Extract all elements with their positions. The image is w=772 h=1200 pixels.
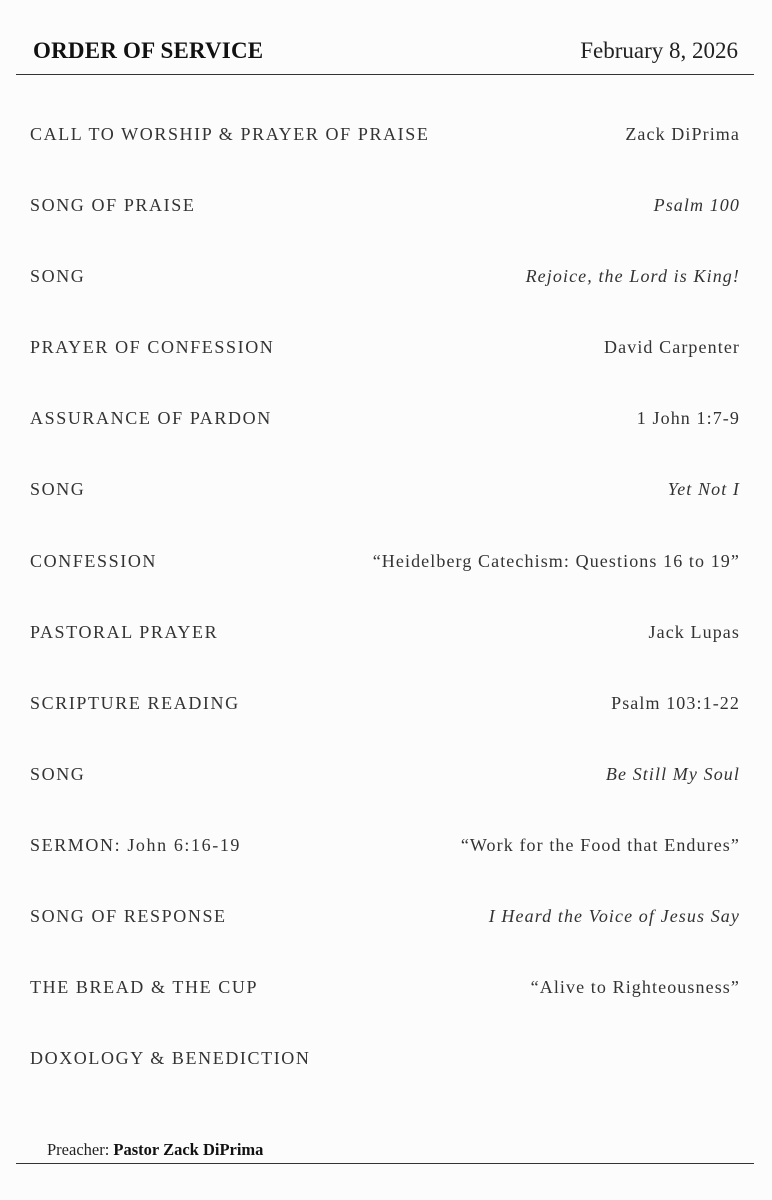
- service-item: [30, 404, 742, 475]
- service-item-label: PRAYER OF CONFESSION: [30, 337, 275, 358]
- service-item-label: SONG OF PRAISE: [30, 195, 196, 216]
- service-item-value: “Alive to Righteousness”: [530, 977, 740, 998]
- service-item: [30, 902, 742, 973]
- service-item: [30, 475, 742, 546]
- service-item-value: Be Still My Soul: [605, 763, 740, 784]
- service-item-value: Rejoice, the Lord is King!: [525, 266, 740, 287]
- service-item: [30, 120, 742, 191]
- service-item: [30, 262, 742, 333]
- service-item: [30, 547, 742, 618]
- service-item-label: DOXOLOGY & BENEDICTION: [30, 1048, 311, 1069]
- service-item-label: ASSURANCE OF PARDON: [30, 408, 272, 429]
- service-item-value: Yet Not I: [667, 479, 740, 500]
- service-item: [30, 333, 742, 404]
- service-item-value: Zack DiPrima: [625, 124, 740, 144]
- service-item-value: Psalm 100: [653, 195, 740, 216]
- service-item: [30, 1044, 742, 1115]
- service-item-label: THE BREAD & THE CUP: [30, 977, 259, 998]
- service-item-label: SONG: [30, 763, 86, 784]
- footer: [16, 1132, 754, 1164]
- service-item-value: 1 John 1:7-9: [636, 408, 740, 429]
- service-item-value: I Heard the Voice of Jesus Say: [488, 906, 740, 927]
- service-item-value: Jack Lupas: [648, 621, 740, 642]
- preacher-line: [47, 1140, 263, 1160]
- service-item-label: SONG OF RESPONSE: [30, 906, 227, 927]
- service-item-label: SONG: [30, 266, 86, 287]
- header: [16, 30, 754, 75]
- service-items-list: [30, 120, 742, 1115]
- preacher-label: Preacher:: [47, 1140, 110, 1159]
- service-item-value: Psalm 103:1-22: [611, 692, 740, 713]
- service-item-label: PASTORAL PRAYER: [30, 621, 219, 642]
- service-item-label: SCRIPTURE READING: [30, 692, 240, 713]
- service-item-label: CALL TO WORSHIP & PRAYER OF PRAISE: [30, 124, 430, 144]
- service-item-value: David Carpenter: [604, 337, 740, 358]
- service-item: [30, 689, 742, 760]
- service-date: February 8, 2026: [580, 38, 738, 63]
- service-item-label: CONFESSION: [30, 550, 158, 571]
- preacher-name: Pastor Zack DiPrima: [113, 1140, 264, 1159]
- service-item: [30, 191, 742, 262]
- page-title: ORDER OF SERVICE: [33, 38, 264, 63]
- service-item: [30, 831, 742, 902]
- service-item-label: SONG: [30, 479, 86, 500]
- service-item: [30, 973, 742, 1044]
- service-item-value: “Heidelberg Catechism: Questions 16 to 19”: [372, 550, 740, 571]
- service-item-label: SERMON: John 6:16-19: [30, 834, 242, 855]
- service-item-value: “Work for the Food that Endures”: [460, 834, 740, 855]
- service-item: [30, 618, 742, 689]
- service-item: [30, 760, 742, 831]
